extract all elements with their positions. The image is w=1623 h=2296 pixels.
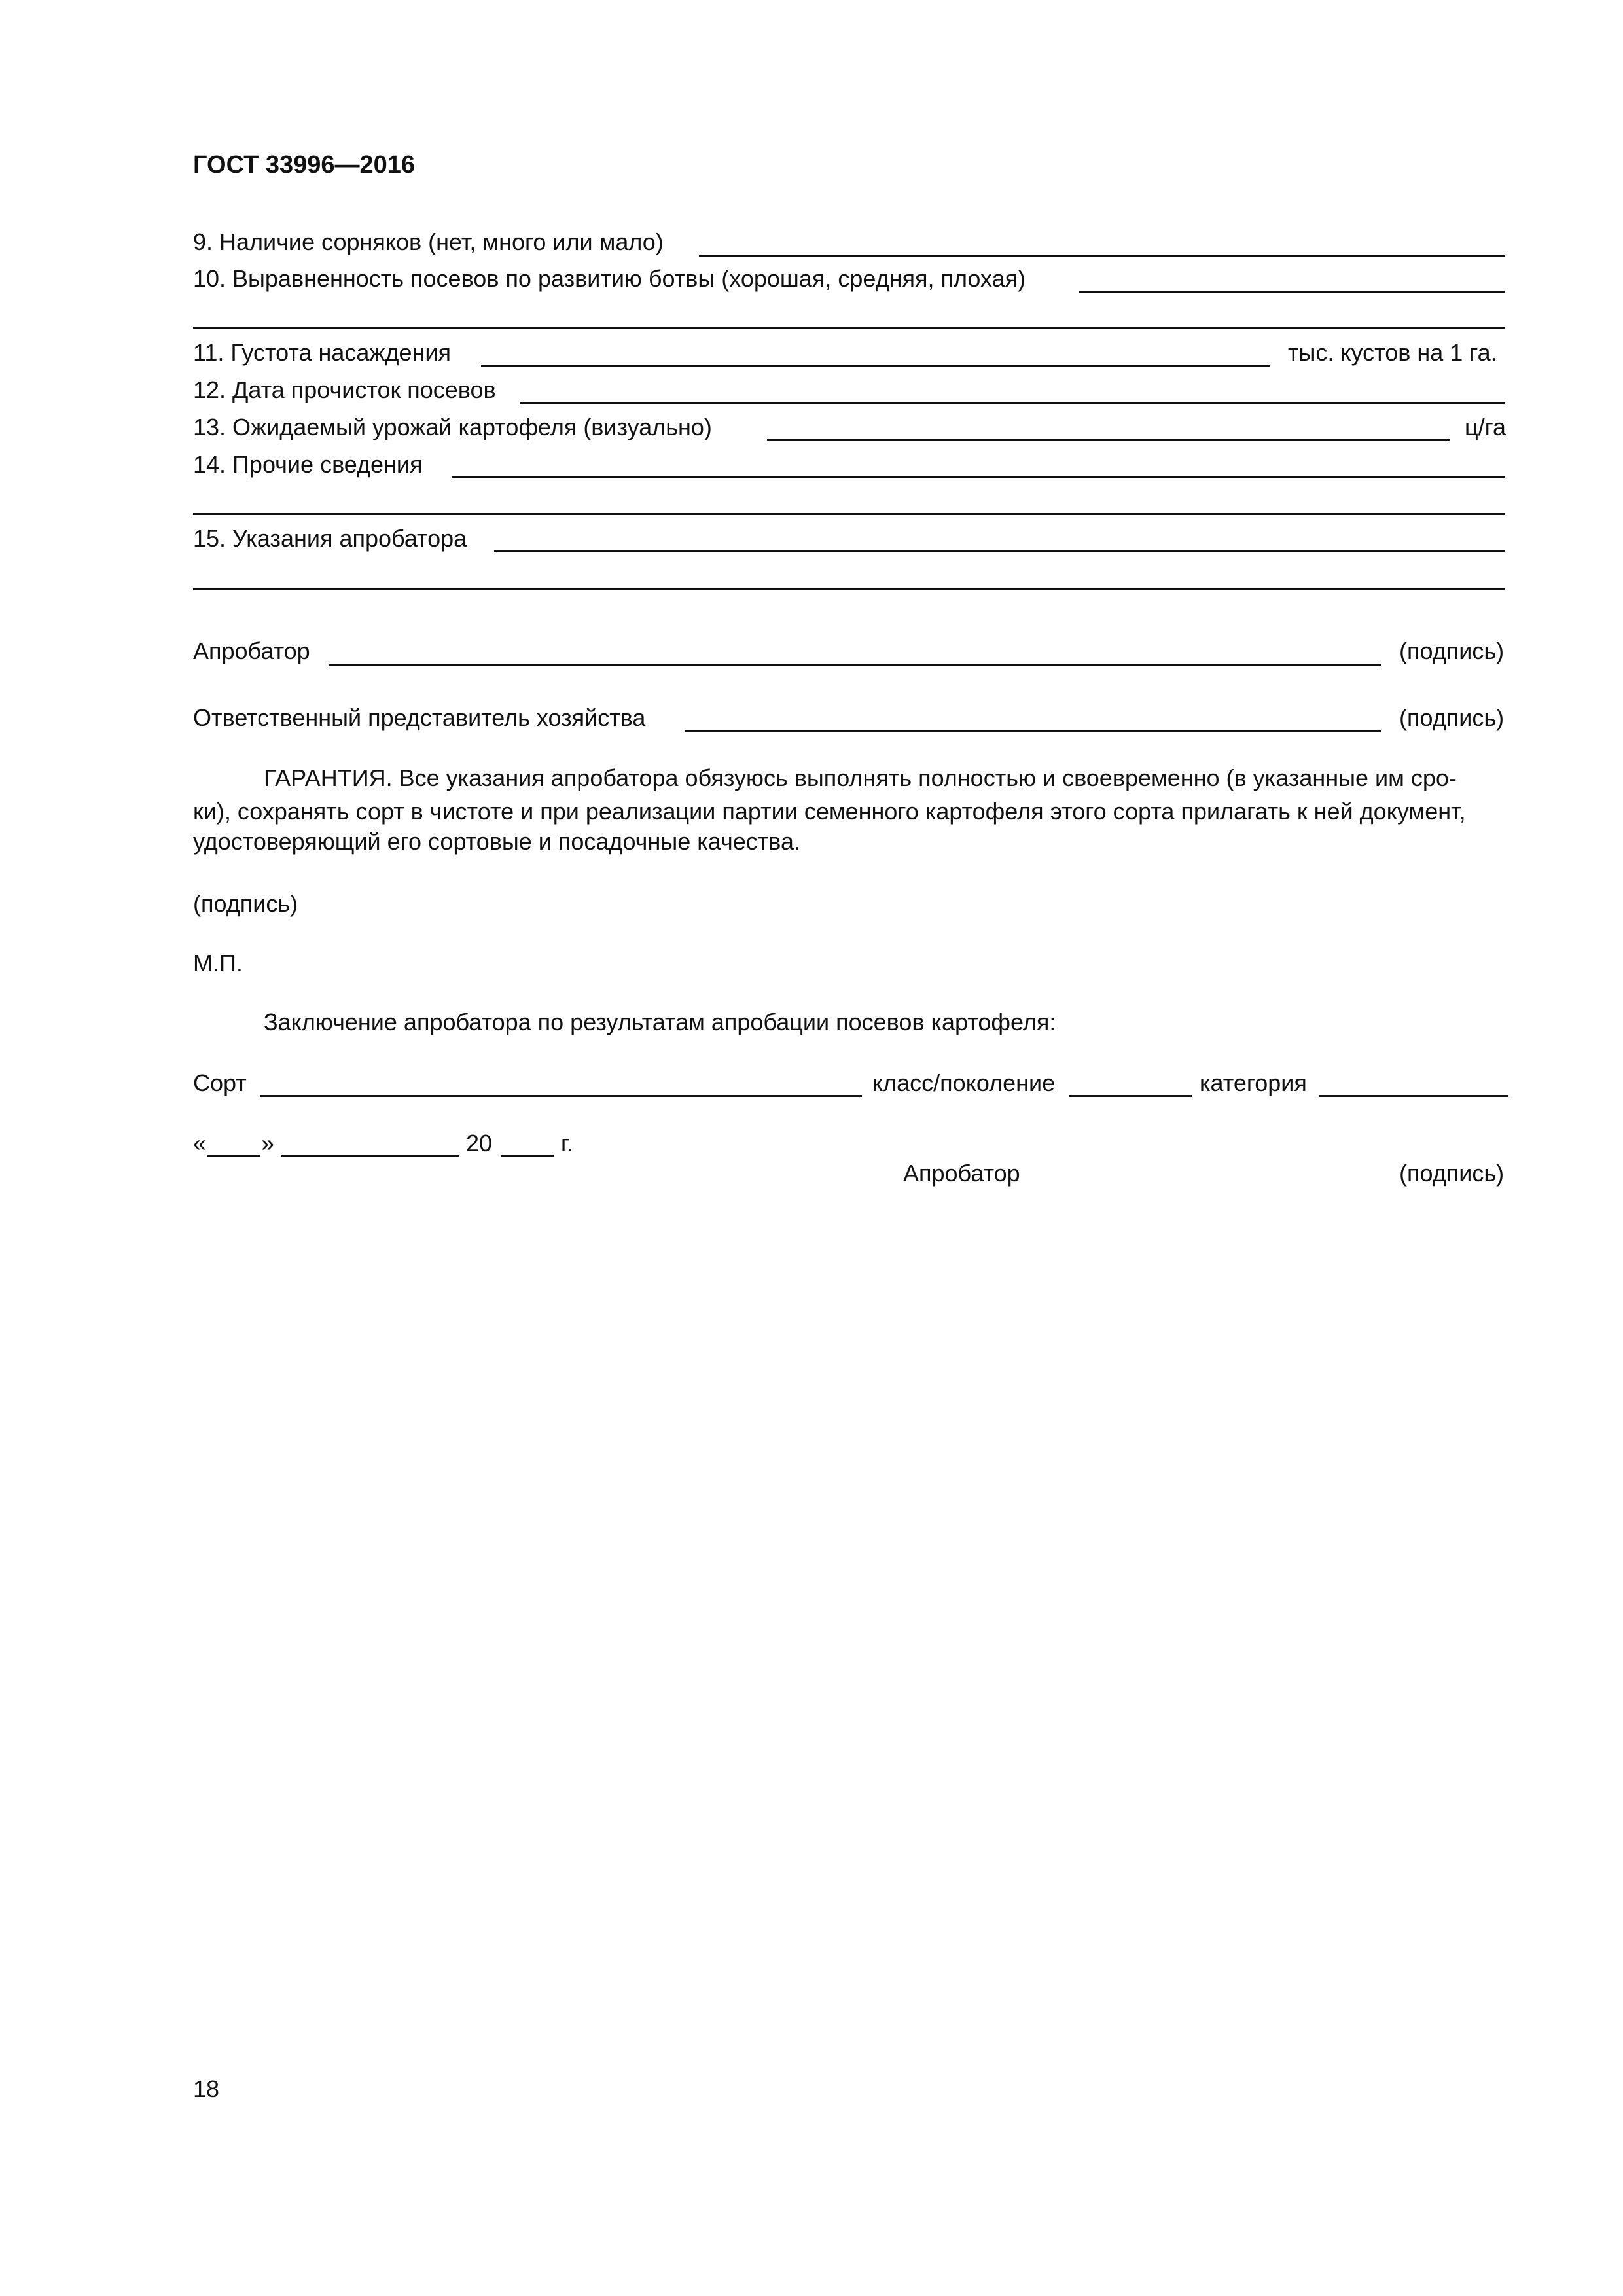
date-day-field[interactable] [207, 1155, 260, 1157]
item-13-field[interactable] [767, 439, 1450, 441]
representative-label: Ответственный представитель хозяйства [193, 704, 646, 731]
conclusion-title: Заключение апробатора по результатам апробации посевов картофеля: [264, 1009, 1056, 1035]
aprobator-sign-caption: (подпись) [1399, 637, 1505, 664]
item-10-field-cont[interactable] [193, 327, 1505, 329]
page-number: 18 [193, 2075, 220, 2102]
guarantee-line-2: ки), сохранять сорт в чистоте и при реализации партии семенного картофеля этого сорта прилагать к ней документ, [193, 798, 1466, 825]
category-field[interactable] [1319, 1095, 1508, 1097]
item-14-field[interactable] [452, 476, 1505, 478]
item-11-label: 11. Густота насаждения [193, 339, 451, 366]
aprobator-label: Апробатор [193, 637, 310, 664]
guarantee-sign-caption: (подпись) [193, 890, 298, 917]
class-field[interactable] [1069, 1095, 1192, 1097]
date-month-field[interactable] [281, 1155, 459, 1157]
document-code: ГОСТ 33996—2016 [193, 151, 416, 179]
date-year-field[interactable] [501, 1155, 554, 1157]
item-9-label: 9. Наличие сорняков (нет, много или мало) [193, 228, 664, 255]
item-10-field[interactable] [1079, 291, 1505, 293]
item-11-field[interactable] [481, 365, 1270, 367]
date-close-quote: » [261, 1130, 275, 1157]
date-open-quote: « [193, 1130, 207, 1157]
item-14-label: 14. Прочие сведения [193, 451, 423, 478]
item-14-field-cont[interactable] [193, 513, 1505, 515]
aprobator-signature-field[interactable] [329, 664, 1381, 666]
guarantee-line-3: удостоверяющий его сортовые и посадочные качества. [193, 828, 801, 855]
item-15-field-cont[interactable] [193, 588, 1505, 590]
date-year-suffix: г. [561, 1130, 573, 1157]
stamp-label: М.П. [193, 950, 243, 977]
item-15-field[interactable] [494, 550, 1505, 552]
sort-label: Сорт [193, 1069, 247, 1096]
item-13-label: 13. Ожидаемый урожай картофеля (визуально) [193, 414, 712, 440]
item-13-unit: ц/га [1465, 414, 1506, 440]
item-12-field[interactable] [520, 402, 1505, 404]
item-12-label: 12. Дата прочисток посевов [193, 376, 496, 403]
representative-signature-field[interactable] [685, 730, 1381, 732]
representative-sign-caption: (подпись) [1399, 704, 1505, 731]
class-label: класс/поколение [872, 1069, 1056, 1096]
item-15-label: 15. Указания апробатора [193, 525, 467, 552]
item-9-field[interactable] [699, 255, 1505, 257]
sort-field[interactable] [260, 1095, 862, 1097]
item-11-unit: тыс. кустов на 1 га. [1288, 339, 1497, 366]
guarantee-line-1: ГАРАНТИЯ. Все указания апробатора обязуюсь выполнять полностью и своевременно (в указанные им сро- [264, 764, 1457, 791]
date-year-prefix: 20 [466, 1130, 493, 1157]
final-sign-caption: (подпись) [1399, 1160, 1505, 1187]
category-label: категория [1200, 1069, 1307, 1096]
item-10-label: 10. Выравненность посевов по развитию ботвы (хорошая, средняя, плохая) [193, 265, 1026, 292]
final-aprobator-label: Апробатор [903, 1160, 1020, 1187]
